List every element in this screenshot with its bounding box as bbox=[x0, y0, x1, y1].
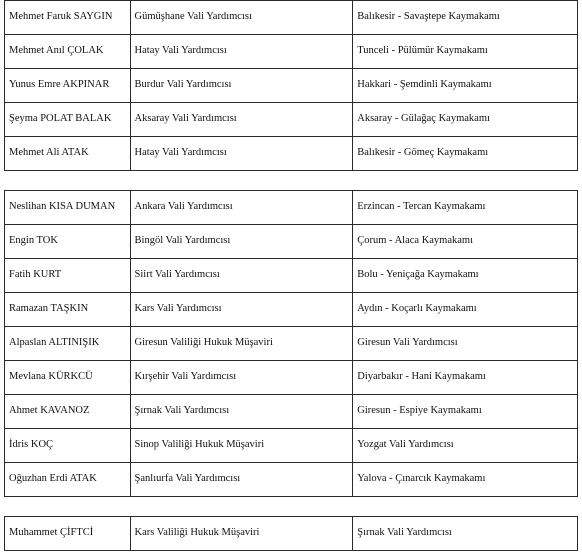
name-cell: Mehmet Ali ATAK bbox=[5, 137, 131, 171]
name-cell: Oğuzhan Erdi ATAK bbox=[5, 463, 131, 497]
table-row bbox=[5, 361, 578, 395]
new-post-cell: Çorum - Alaca Kaymakamı bbox=[353, 225, 578, 259]
name-cell: Mehmet Faruk SAYGIN bbox=[5, 1, 131, 35]
new-post-cell: Balıkesir - Gömeç Kaymakamı bbox=[353, 137, 578, 171]
name-cell: Şeyma POLAT BALAK bbox=[5, 103, 131, 137]
current-post-cell: Aksaray Vali Yardımcısı bbox=[130, 103, 353, 137]
table-row bbox=[5, 327, 578, 361]
table-row bbox=[5, 259, 578, 293]
current-post-cell: Ankara Vali Yardımcısı bbox=[130, 191, 353, 225]
name-cell: Neslihan KISA DUMAN bbox=[5, 191, 131, 225]
new-post-cell: Bolu - Yeniçağa Kaymakamı bbox=[353, 259, 578, 293]
table-row bbox=[5, 137, 578, 171]
name-cell: Muhammet ÇİFTCİ bbox=[5, 517, 131, 551]
current-post-cell: Sinop Valiliği Hukuk Müşaviri bbox=[130, 429, 353, 463]
new-post-cell: Şırnak Vali Yardımcısı bbox=[353, 517, 578, 551]
new-post-cell: Giresun Vali Yardımcısı bbox=[353, 327, 578, 361]
current-post-cell: Şırnak Vali Yardımcısı bbox=[130, 395, 353, 429]
new-post-cell: Giresun - Espiye Kaymakamı bbox=[353, 395, 578, 429]
new-post-cell: Aydın - Koçarlı Kaymakamı bbox=[353, 293, 578, 327]
current-post-cell: Kırşehir Vali Yardımcısı bbox=[130, 361, 353, 395]
new-post-cell: Yalova - Çınarcık Kaymakamı bbox=[353, 463, 578, 497]
table-row bbox=[5, 35, 578, 69]
current-post-cell: Bingöl Vali Yardımcısı bbox=[130, 225, 353, 259]
table-row bbox=[5, 69, 578, 103]
name-cell: Engin TOK bbox=[5, 225, 131, 259]
name-cell: İdris KOÇ bbox=[5, 429, 131, 463]
new-post-cell: Erzincan - Tercan Kaymakamı bbox=[353, 191, 578, 225]
table-row bbox=[5, 429, 578, 463]
name-cell: Mehmet Anıl ÇOLAK bbox=[5, 35, 131, 69]
current-post-cell: Kars Vali Yardımcısı bbox=[130, 293, 353, 327]
assignment-table-3 bbox=[4, 516, 578, 551]
name-cell: Mevlana KÜRKCÜ bbox=[5, 361, 131, 395]
current-post-cell: Siirt Vali Yardımcısı bbox=[130, 259, 353, 293]
new-post-cell: Aksaray - Gülağaç Kaymakamı bbox=[353, 103, 578, 137]
table-row bbox=[5, 191, 578, 225]
table-row bbox=[5, 395, 578, 429]
current-post-cell: Şanlıurfa Vali Yardımcısı bbox=[130, 463, 353, 497]
current-post-cell: Giresun Valiliği Hukuk Müşaviri bbox=[130, 327, 353, 361]
current-post-cell: Hatay Vali Yardımcısı bbox=[130, 137, 353, 171]
table-row bbox=[5, 225, 578, 259]
table-row bbox=[5, 103, 578, 137]
assignment-table-2 bbox=[4, 190, 578, 497]
name-cell: Ahmet KAVANOZ bbox=[5, 395, 131, 429]
new-post-cell: Hakkari - Şemdinli Kaymakamı bbox=[353, 69, 578, 103]
name-cell: Alpaslan ALTINIŞIK bbox=[5, 327, 131, 361]
new-post-cell: Balıkesir - Savaştepe Kaymakamı bbox=[353, 1, 578, 35]
table-row bbox=[5, 293, 578, 327]
table-row bbox=[5, 517, 578, 551]
new-post-cell: Tunceli - Pülümür Kaymakamı bbox=[353, 35, 578, 69]
current-post-cell: Kars Valiliği Hukuk Müşaviri bbox=[130, 517, 353, 551]
current-post-cell: Burdur Vali Yardımcısı bbox=[130, 69, 353, 103]
current-post-cell: Gümüşhane Vali Yardımcısı bbox=[130, 1, 353, 35]
current-post-cell: Hatay Vali Yardımcısı bbox=[130, 35, 353, 69]
name-cell: Yunus Emre AKPINAR bbox=[5, 69, 131, 103]
new-post-cell: Yozgat Vali Yardımcısı bbox=[353, 429, 578, 463]
new-post-cell: Diyarbakır - Hani Kaymakamı bbox=[353, 361, 578, 395]
assignment-table-1 bbox=[4, 0, 578, 171]
name-cell: Fatih KURT bbox=[5, 259, 131, 293]
table-row bbox=[5, 463, 578, 497]
table-row bbox=[5, 1, 578, 35]
name-cell: Ramazan TAŞKIN bbox=[5, 293, 131, 327]
